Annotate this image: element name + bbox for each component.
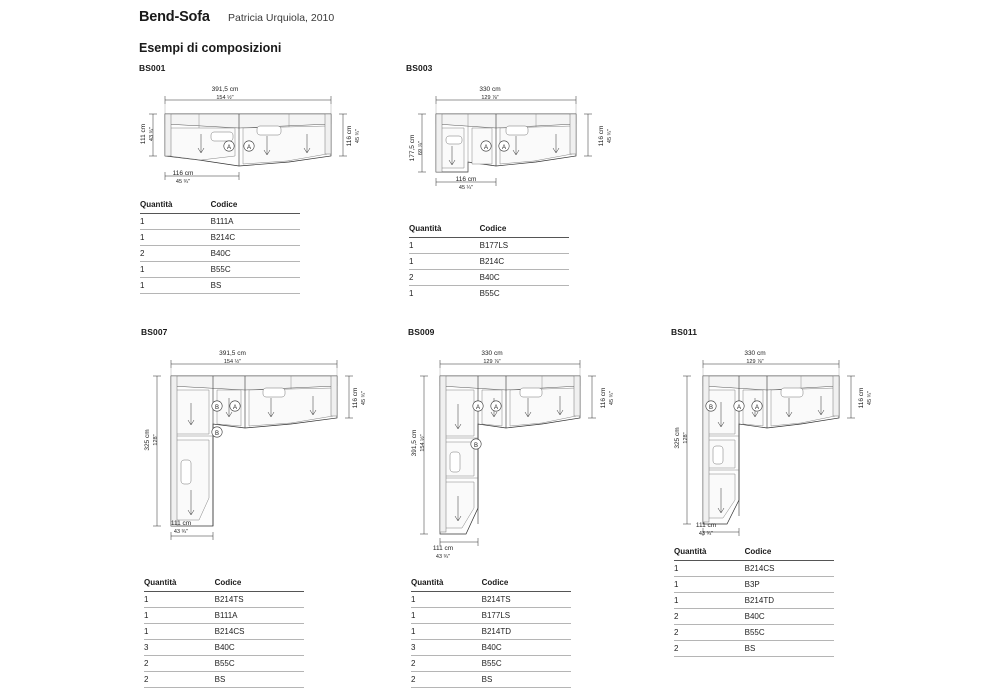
cell-code: B55C (215, 656, 304, 672)
cell-code: BS (482, 672, 571, 688)
table-row (409, 254, 569, 270)
cell-code: B214TS (482, 592, 571, 608)
cell-code: BS (215, 672, 304, 688)
dim-left-bs011: 325 cm 128" (674, 427, 690, 449)
dim-right-bs011: 116 cm 45 ¾" (858, 387, 874, 409)
dim-right-bs007: 116 cm 45 ¾" (352, 387, 368, 409)
table-row (409, 238, 569, 254)
composition-code: BS003 (406, 63, 433, 73)
dim-bottom-bs009: 111 cm 43 ¾" (432, 545, 454, 561)
table-row (411, 624, 571, 640)
cell-quantity: 1 (144, 624, 215, 640)
page-author: Patricia Urquiola, 2010 (228, 12, 335, 24)
composition-bs011 (671, 327, 697, 337)
cell-quantity: 1 (411, 608, 482, 624)
dim-top-bs009: 330 cm 129 ⅞" (481, 350, 503, 366)
composition-bs009 (408, 327, 435, 337)
cell-code: B214CS (215, 624, 304, 640)
composition-bs003 (406, 63, 433, 73)
drawing-bs011 (671, 348, 871, 538)
header-code: Codice (211, 198, 300, 214)
cell-quantity: 3 (144, 640, 215, 656)
cell-code: B214TS (215, 592, 304, 608)
composition-bs007 (141, 327, 168, 337)
composition-bs001 (139, 63, 166, 73)
cell-code: B55C (480, 286, 569, 299)
header-quantity: Quantità (674, 545, 745, 561)
table-header-row (411, 576, 571, 592)
cell-quantity: 2 (411, 672, 482, 688)
table-row (674, 609, 834, 625)
table-row (411, 592, 571, 608)
table-row (140, 246, 300, 262)
table-row (411, 672, 571, 688)
cell-quantity: 1 (140, 278, 211, 294)
dim-bottom-bs011: 111 cm 43 ¾" (695, 522, 717, 538)
table-row (674, 577, 834, 593)
cell-code: B214CS (745, 561, 834, 577)
dim-top-bs003: 330 cm 129 ⅞" (479, 86, 501, 102)
table-bs007 (144, 576, 304, 688)
dim-left-bs009: 391,5 cm 154 ½" (411, 429, 427, 457)
svg-text:A: A (246, 145, 252, 151)
cell-code: B214C (211, 230, 300, 246)
cell-code: B214TD (745, 593, 834, 609)
table-header-row (674, 545, 834, 561)
table-row (411, 608, 571, 624)
cell-quantity: 1 (409, 286, 480, 299)
dim-bottom-bs003: 116 cm 45 ¼" (455, 176, 477, 192)
svg-text:A: A (754, 405, 760, 411)
composition-code: BS007 (141, 327, 168, 337)
table-row (140, 278, 300, 294)
page-title: Bend-Sofa (139, 9, 210, 25)
cell-quantity: 2 (144, 672, 215, 688)
cell-quantity: 3 (411, 640, 482, 656)
header-code: Codice (215, 576, 304, 592)
table-row (144, 608, 304, 624)
cell-quantity: 1 (409, 254, 480, 270)
table-row (674, 641, 834, 657)
dim-right-bs009: 116 cm 45 ¾" (600, 387, 616, 409)
header-quantity: Quantità (140, 198, 211, 214)
table-row (140, 230, 300, 246)
cell-code: B40C (745, 609, 834, 625)
cell-quantity: 1 (411, 624, 482, 640)
table-bs011 (674, 545, 834, 657)
header-code: Codice (745, 545, 834, 561)
table-row (140, 214, 300, 230)
cell-code: B40C (482, 640, 571, 656)
cell-code: B40C (211, 246, 300, 262)
cell-quantity: 2 (674, 609, 745, 625)
cell-code: B55C (482, 656, 571, 672)
cell-quantity: 2 (411, 656, 482, 672)
dim-right-bs003: 116 cm 45 ¾" (598, 125, 614, 147)
table-row (144, 656, 304, 672)
cell-quantity: 2 (674, 641, 745, 657)
drawing-bs007 (141, 348, 371, 548)
cell-code: B3P (745, 577, 834, 593)
table-row (140, 262, 300, 278)
svg-text:A: A (226, 145, 232, 151)
cell-code: B55C (211, 262, 300, 278)
table-row (674, 593, 834, 609)
composition-code: BS011 (671, 327, 698, 337)
table-header-row (140, 198, 300, 214)
dim-left-bs001: 111 cm 43 ¾" (140, 123, 156, 145)
header-quantity: Quantità (409, 222, 480, 238)
cell-code: B214C (480, 254, 569, 270)
dim-right-bs001: 116 cm 45 ¾" (346, 125, 362, 147)
svg-text:B: B (214, 431, 220, 437)
cell-code: B111A (211, 214, 300, 230)
cell-quantity: 1 (674, 593, 745, 609)
table-header-row (409, 222, 569, 238)
header-quantity: Quantità (411, 576, 482, 592)
cell-quantity: 2 (140, 246, 211, 262)
cell-quantity: 1 (674, 561, 745, 577)
drawing-bs009 (408, 348, 628, 548)
svg-text:B: B (214, 405, 220, 411)
dim-bottom-bs007: 111 cm 43 ¾" (170, 520, 192, 536)
table-row (144, 640, 304, 656)
page-subtitle: Esempi di composizioni (139, 41, 282, 55)
cell-quantity: 1 (144, 608, 215, 624)
cell-code: B214TD (482, 624, 571, 640)
cell-quantity: 1 (409, 238, 480, 254)
header-code: Codice (480, 222, 569, 238)
svg-text:A: A (501, 145, 507, 151)
cell-quantity: 1 (144, 592, 215, 608)
cell-quantity: 1 (140, 262, 211, 278)
table-row (674, 625, 834, 641)
svg-text:A: A (483, 145, 489, 151)
svg-text:B: B (473, 443, 479, 449)
composition-code: BS001 (139, 63, 166, 73)
composition-code: BS009 (408, 327, 435, 337)
table-bs003-clip (409, 222, 579, 298)
table-row (674, 561, 834, 577)
cell-code: B40C (215, 640, 304, 656)
table-bs003 (409, 222, 569, 298)
dim-left-bs007: 325 cm 128" (144, 429, 160, 451)
table-row (144, 592, 304, 608)
cell-quantity: 1 (140, 214, 211, 230)
table-row (409, 286, 569, 299)
header-code: Codice (482, 576, 571, 592)
table-header-row (144, 576, 304, 592)
svg-text:A: A (232, 405, 238, 411)
cell-code: B177LS (482, 608, 571, 624)
table-row (409, 270, 569, 286)
cell-quantity: 1 (411, 592, 482, 608)
cell-code: BS (211, 278, 300, 294)
cell-code: B40C (480, 270, 569, 286)
cell-quantity: 2 (409, 270, 480, 286)
cell-code: B111A (215, 608, 304, 624)
dim-bottom-bs001: 116 cm 45 ¾" (172, 170, 194, 186)
svg-text:A: A (475, 405, 481, 411)
svg-text:A: A (736, 405, 742, 411)
table-bs009 (411, 576, 571, 688)
cell-code: B55C (745, 625, 834, 641)
table-row (144, 624, 304, 640)
table-row (411, 656, 571, 672)
cell-quantity: 1 (140, 230, 211, 246)
cell-quantity: 2 (674, 625, 745, 641)
dim-top-bs001: 391,5 cm 154 ½" (211, 86, 239, 102)
cell-quantity: 1 (674, 577, 745, 593)
table-bs001 (140, 198, 300, 294)
dim-top-bs011: 330 cm 129 ⅞" (744, 350, 766, 366)
svg-text:B: B (708, 405, 714, 411)
header-quantity: Quantità (144, 576, 215, 592)
dim-top-bs007: 391,5 cm 154 ½" (219, 350, 246, 366)
table-row (144, 672, 304, 688)
cell-code: B177LS (480, 238, 569, 254)
cell-code: BS (745, 641, 834, 657)
dim-left-bs003: 177,5 cm 69 ⅞" (409, 134, 425, 162)
table-row (411, 640, 571, 656)
cell-quantity: 2 (144, 656, 215, 672)
svg-text:A: A (493, 405, 499, 411)
